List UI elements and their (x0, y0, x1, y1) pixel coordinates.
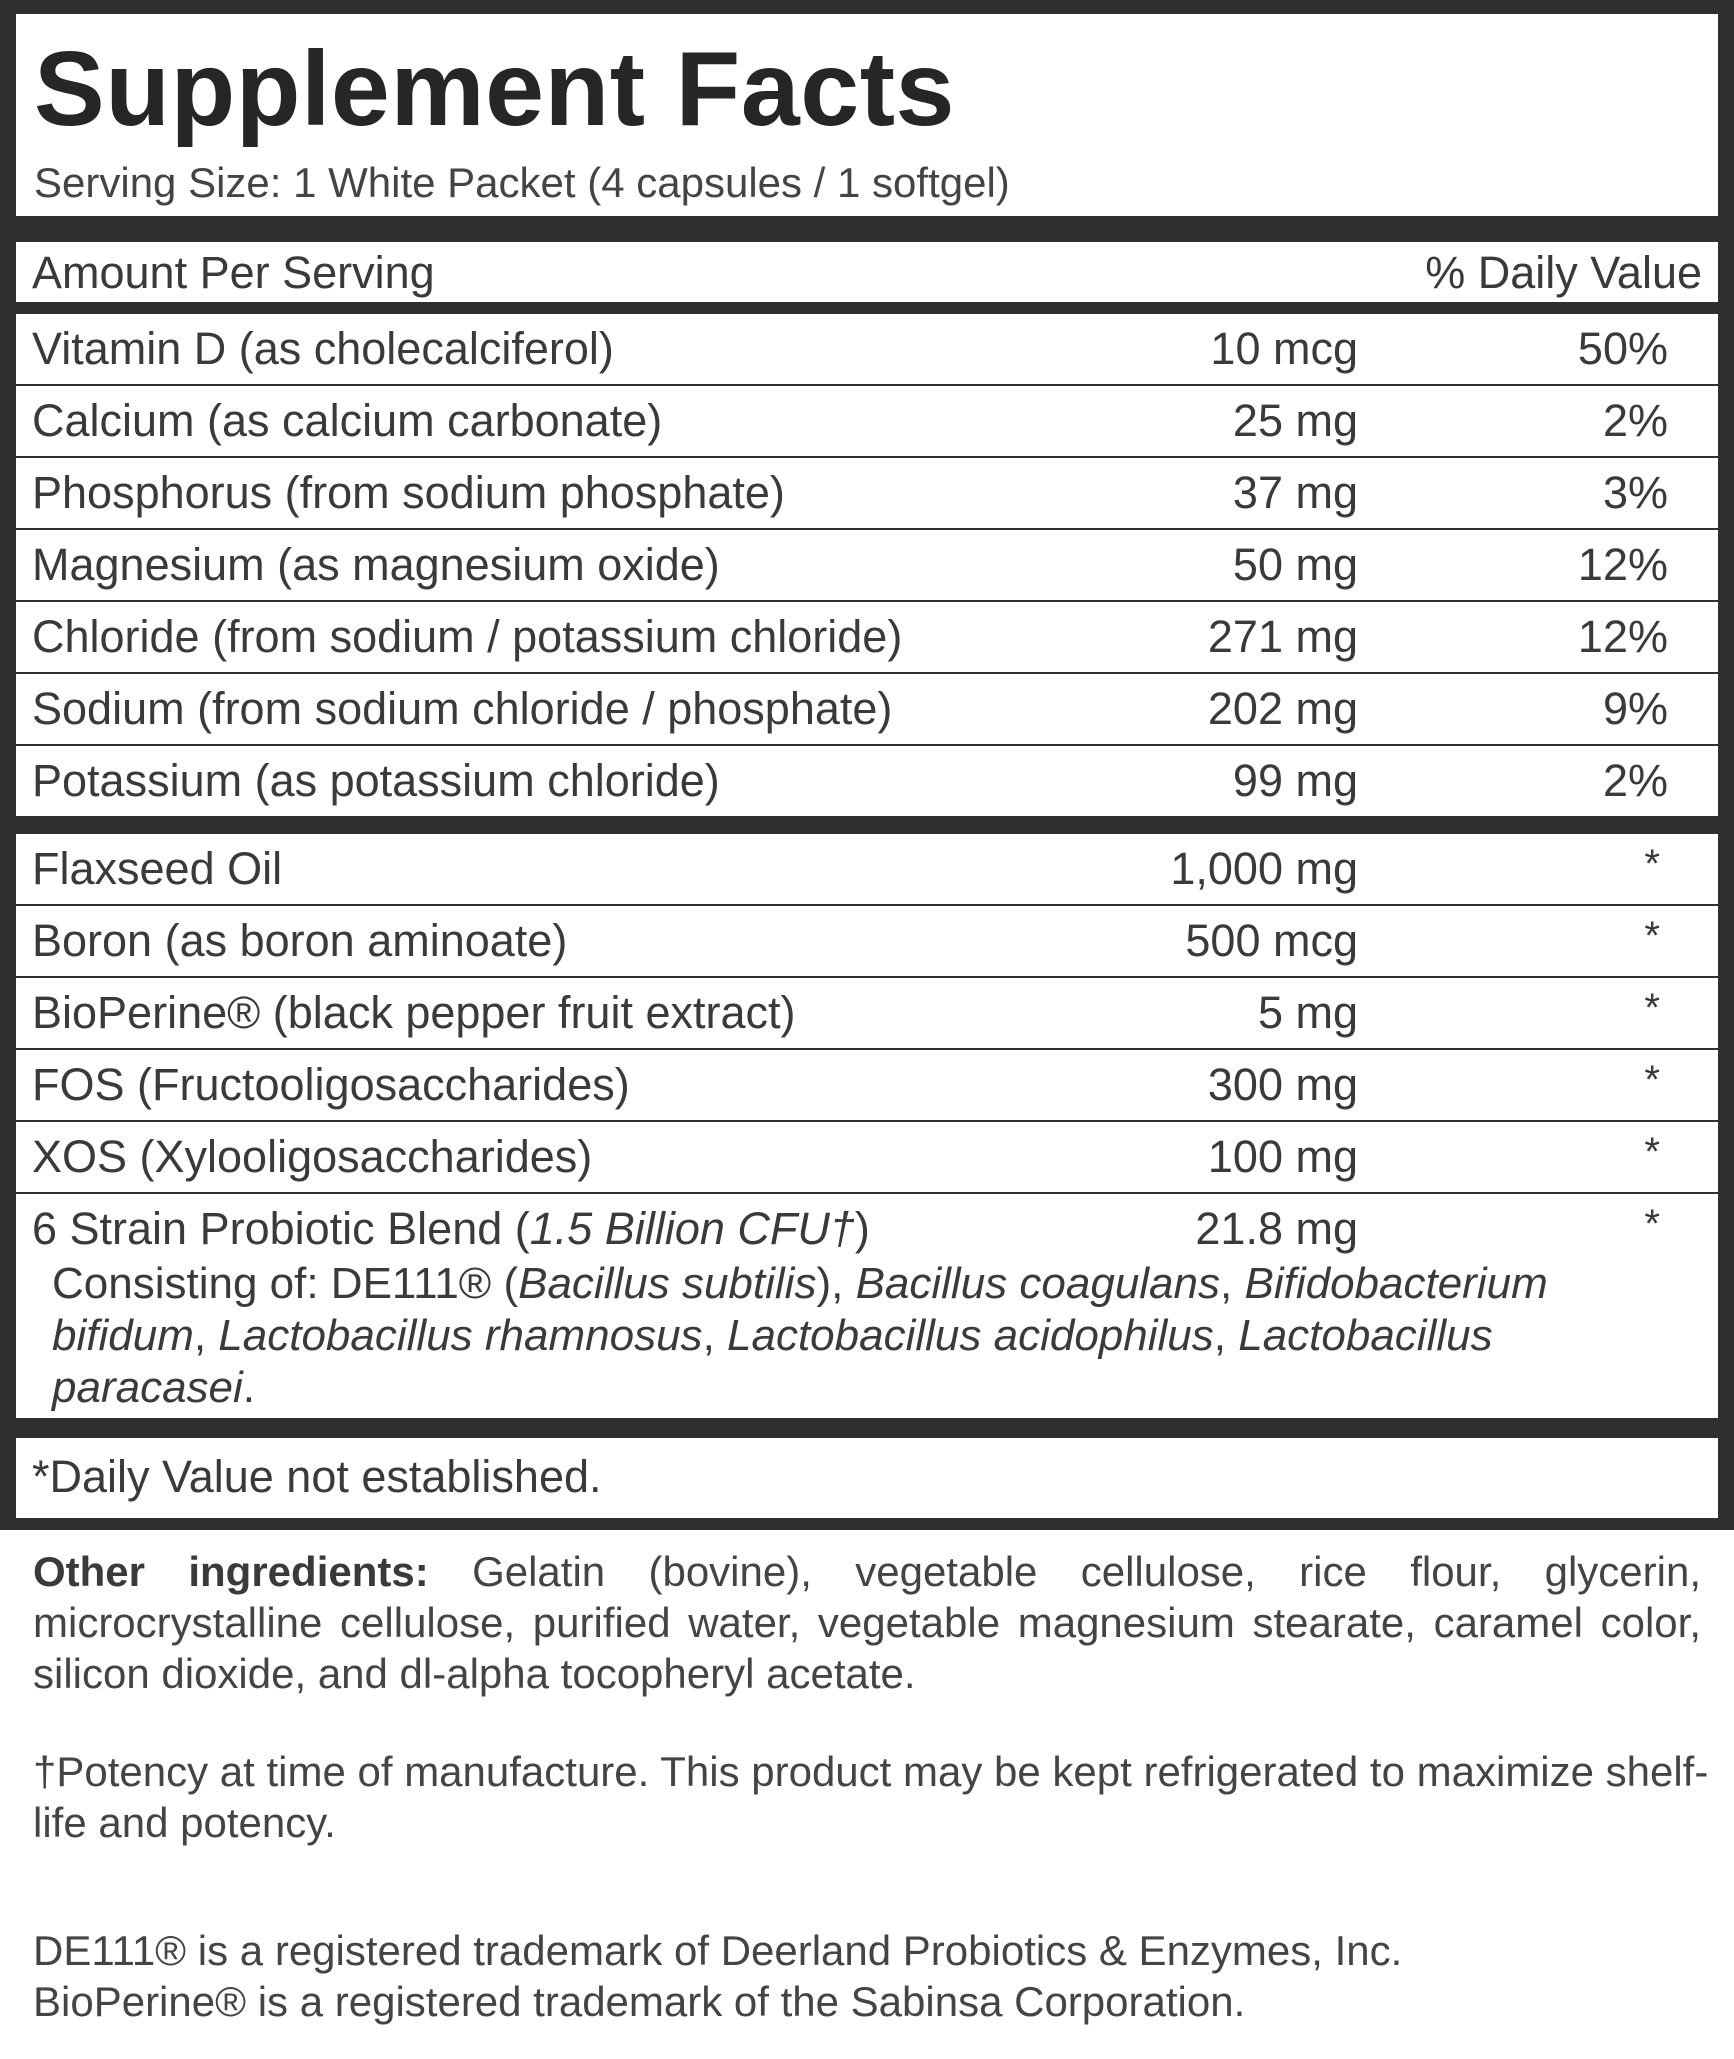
nutrient-amount: 202 mg (1207, 683, 1358, 734)
nutrient-name: FOS (Fructooligosaccharides) (32, 1059, 630, 1110)
nutrient-amount: 500 mcg (1185, 915, 1358, 966)
nutrient-name: Vitamin D (as cholecalciferol) (32, 323, 614, 374)
strain-separator: , (702, 1311, 728, 1360)
table-row (16, 834, 1718, 906)
nutrient-daily-value: 3% (1602, 467, 1668, 518)
nutrient-amount: 37 mg (1232, 467, 1358, 518)
strain-name: Lactobacillus paracasei (52, 1311, 1493, 1412)
nutrient-daily-value: * (1644, 842, 1660, 886)
strain-name: Lactobacillus rhamnosus (218, 1311, 703, 1360)
table-row (16, 674, 1718, 746)
footnote-panel (16, 1438, 1718, 1518)
other-ingredients-label: Other ingredients: (33, 1548, 429, 1595)
strain-separator: ), (816, 1259, 856, 1308)
nutrient-name: Potassium (as potassium chloride) (32, 755, 720, 806)
nutrient-name: Magnesium (as magnesium oxide) (32, 539, 720, 590)
nutrient-amount: 1,000 mg (1170, 843, 1358, 894)
nutrient-amount: 50 mg (1232, 539, 1358, 590)
strain-separator: , (1213, 1311, 1239, 1360)
table-row (16, 458, 1718, 530)
nutrient-table (16, 314, 1718, 816)
nutrient-amount: 300 mg (1207, 1059, 1358, 1110)
nutrient-amount: 5 mg (1257, 987, 1358, 1038)
strain-name: Bacillus coagulans (855, 1259, 1221, 1308)
nutrient-daily-value: * (1644, 914, 1660, 958)
probiotic-row (16, 1194, 1718, 1428)
nutrient-daily-value: * (1644, 1130, 1660, 1174)
strain-end: . (242, 1363, 256, 1412)
table-row (16, 1050, 1718, 1122)
potency-note: †Potency at time of manufacture. This product may be kept refrigerated to maximize shelf-life and potency. (33, 1748, 1709, 1846)
table-row (16, 314, 1718, 386)
nutrient-name: Phosphorus (from sodium phosphate) (32, 467, 785, 518)
table-row (16, 978, 1718, 1050)
strain-name: Bacillus subtilis (518, 1259, 817, 1308)
strain-separator: , (1220, 1259, 1245, 1308)
trademark-bioperine: BioPerine® is a registered trademark of the Sabinsa Corporation. (33, 1978, 1246, 2025)
nutrient-daily-value: * (1644, 1202, 1660, 1246)
strain-separator: , (193, 1311, 219, 1360)
table-row (16, 386, 1718, 458)
probiotic-cfu: 1.5 Billion CFU† (529, 1203, 855, 1254)
probiotic-strains (52, 1258, 1652, 1414)
table-row (16, 1122, 1718, 1194)
strains-prefix: Consisting of: DE111® ( (52, 1259, 519, 1308)
nutrient-amount: 100 mg (1207, 1131, 1358, 1182)
nutrient-daily-value: 12% (1577, 539, 1668, 590)
column-header-row (16, 242, 1718, 302)
table-row (16, 746, 1718, 818)
nutrient-amount: 25 mg (1232, 395, 1358, 446)
trademark-notes (33, 1925, 1713, 2027)
serving-size: Serving Size: 1 White Packet (4 capsules / 1 softgel) (34, 159, 1010, 206)
nutrient-name: Calcium (as calcium carbonate) (32, 395, 663, 446)
nutrient-name: Boron (as boron aminoate) (32, 915, 568, 966)
daily-value-footnote: *Daily Value not established. (32, 1451, 602, 1502)
strain-name: Bifidobacterium bifidum (52, 1259, 1548, 1360)
nutrient-daily-value: 2% (1602, 395, 1668, 446)
nutrient-daily-value: 50% (1577, 323, 1668, 374)
nutrient-name: XOS (Xylooligosaccharides) (32, 1131, 593, 1182)
nutrient-daily-value: 2% (1602, 755, 1668, 806)
other-ingredients-text: Gelatin (bovine), vegetable cellulose, rice flour, glycerin, microcrystalline cellulose, purified water, vegetable magnesium stearate, caramel color, silicon dioxide, and dl-alpha tocopheryl acetate. (33, 1548, 1701, 1697)
other-nutrient-table (16, 834, 1718, 1418)
table-row (16, 530, 1718, 602)
nutrient-name: Chloride (from sodium / potassium chloride) (32, 611, 903, 662)
nutrient-daily-value: * (1644, 1058, 1660, 1102)
table-row (16, 602, 1718, 674)
nutrient-name: Sodium (from sodium chloride / phosphate) (32, 683, 893, 734)
probiotic-name-text: 6 Strain Probiotic Blend ( (32, 1203, 530, 1254)
amount-per-serving-header: Amount Per Serving (32, 247, 435, 298)
trademark-de111: DE111® is a registered trademark of Deerland Probiotics & Enzymes, Inc. (33, 1927, 1403, 1974)
nutrient-daily-value: 9% (1602, 683, 1668, 734)
nutrient-name: Flaxseed Oil (32, 843, 283, 894)
nutrient-amount: 271 mg (1207, 611, 1358, 662)
probiotic-name (32, 1203, 870, 1254)
label-title: Supplement Facts (34, 30, 955, 148)
nutrient-daily-value: 12% (1577, 611, 1668, 662)
probiotic-name-close: ) (854, 1203, 870, 1254)
table-row (16, 906, 1718, 978)
nutrient-amount: 99 mg (1232, 755, 1358, 806)
nutrient-amount: 21.8 mg (1195, 1203, 1358, 1254)
label-header (16, 14, 1718, 216)
nutrient-amount: 10 mcg (1210, 323, 1358, 374)
nutrient-name: BioPerine® (black pepper fruit extract) (32, 987, 796, 1038)
daily-value-header: % Daily Value (1425, 247, 1702, 298)
strain-name: Lactobacillus acidophilus (727, 1311, 1214, 1360)
other-ingredients (33, 1546, 1701, 1699)
nutrient-daily-value: * (1644, 986, 1660, 1030)
